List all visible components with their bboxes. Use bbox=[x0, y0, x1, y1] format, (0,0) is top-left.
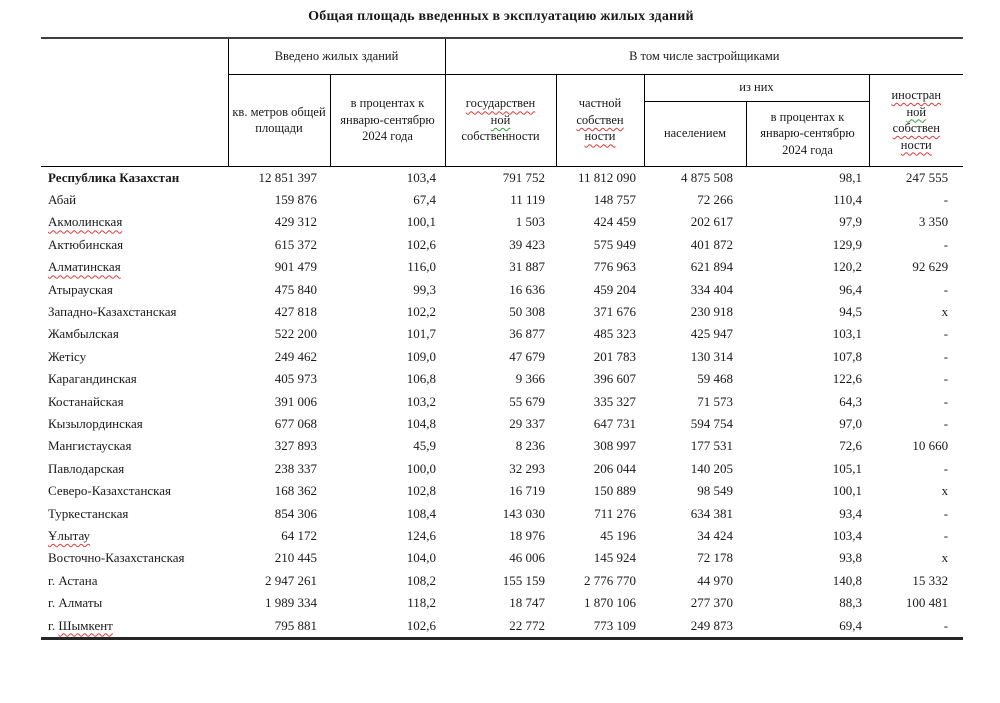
value-cell: 103,1 bbox=[832, 326, 862, 342]
value-cell: 677 068 bbox=[274, 415, 317, 431]
value-cell: 424 459 bbox=[593, 214, 636, 230]
value-cell: 634 381 bbox=[690, 505, 733, 521]
value-cell: 621 894 bbox=[690, 259, 733, 275]
value-cell: 140,8 bbox=[832, 572, 862, 588]
value-cell: 29 337 bbox=[509, 415, 545, 431]
value-cell: 485 323 bbox=[593, 326, 636, 342]
value-cell: 711 276 bbox=[594, 505, 636, 521]
value-cell: 93,4 bbox=[839, 505, 862, 521]
value-cell: 99,3 bbox=[413, 281, 436, 297]
table-row bbox=[41, 614, 963, 638]
table-row bbox=[41, 278, 963, 300]
value-cell: 427 818 bbox=[274, 304, 317, 320]
value-cell: 148 757 bbox=[593, 192, 636, 208]
value-cell: 159 876 bbox=[274, 192, 317, 208]
column-header-sqm: кв. метров общей площади bbox=[228, 74, 330, 166]
region-cell: Северо-Казахстанская bbox=[48, 483, 172, 499]
value-cell: 108,2 bbox=[406, 572, 436, 588]
value-cell: 459 204 bbox=[593, 281, 636, 297]
value-cell: 102,2 bbox=[406, 304, 436, 320]
table-row bbox=[41, 413, 963, 435]
value-cell: 92 629 bbox=[912, 259, 949, 275]
table-row bbox=[41, 458, 963, 480]
value-cell: - bbox=[943, 617, 949, 633]
value-cell: 100 481 bbox=[905, 595, 949, 611]
value-cell: 391 006 bbox=[274, 393, 317, 409]
region-cell: Павлодарская bbox=[48, 460, 125, 476]
region-cell: Абай bbox=[48, 192, 77, 208]
region-cell: г. Алматы bbox=[48, 595, 103, 611]
value-cell: 405 973 bbox=[274, 371, 317, 387]
value-cell: 16 636 bbox=[509, 281, 545, 297]
value-cell: 45,9 bbox=[413, 438, 436, 454]
value-cell: x bbox=[941, 304, 949, 320]
value-cell: 334 404 bbox=[690, 281, 733, 297]
value-cell: 116,0 bbox=[407, 259, 436, 275]
value-cell: 108,4 bbox=[406, 505, 436, 521]
region-cell: Ұлытау bbox=[48, 527, 91, 543]
table-row bbox=[41, 525, 963, 547]
value-cell: 31 887 bbox=[509, 259, 545, 275]
value-cell: 106,8 bbox=[406, 371, 436, 387]
statistics-table bbox=[41, 37, 963, 640]
page-title: Общая площадь введенных в эксплуатацию жилых зданий bbox=[308, 9, 694, 24]
region-cell: Кызылординская bbox=[48, 415, 143, 431]
value-cell: 103,4 bbox=[832, 527, 862, 543]
value-cell: 45 196 bbox=[600, 527, 636, 543]
value-cell: 72 178 bbox=[697, 550, 733, 566]
value-cell: 594 754 bbox=[690, 415, 733, 431]
value-cell: 97,9 bbox=[839, 214, 862, 230]
value-cell: 129,9 bbox=[832, 236, 862, 252]
region-cell: Акмолинская bbox=[48, 214, 123, 230]
value-cell: 177 531 bbox=[690, 438, 733, 454]
group-header-introduced: Введено жилых зданий bbox=[228, 38, 445, 74]
value-cell: 10 660 bbox=[912, 438, 949, 454]
table-row bbox=[41, 234, 963, 256]
table-row bbox=[41, 502, 963, 524]
value-cell: 396 607 bbox=[593, 371, 636, 387]
value-cell: 32 293 bbox=[509, 460, 545, 476]
value-cell: - bbox=[943, 371, 949, 387]
value-cell: 122,6 bbox=[832, 371, 862, 387]
value-cell: - bbox=[943, 460, 949, 476]
value-cell: 854 306 bbox=[274, 505, 317, 521]
value-cell: 47 679 bbox=[509, 348, 545, 364]
table-row bbox=[41, 390, 963, 412]
value-cell: 1 503 bbox=[515, 214, 545, 230]
value-cell: 130 314 bbox=[690, 348, 733, 364]
value-cell: 102,8 bbox=[406, 483, 436, 499]
value-cell: 11 812 090 bbox=[577, 169, 636, 185]
value-cell: 105,1 bbox=[832, 460, 862, 476]
value-cell: 155 159 bbox=[502, 572, 545, 588]
region-cell: Восточно-Казахстанская bbox=[48, 550, 185, 566]
value-cell: 238 337 bbox=[274, 460, 317, 476]
value-cell: 335 327 bbox=[593, 393, 636, 409]
value-cell: 522 200 bbox=[274, 326, 317, 342]
value-cell: 64 172 bbox=[281, 527, 317, 543]
value-cell: 12 851 397 bbox=[258, 169, 317, 185]
table-row bbox=[41, 592, 963, 614]
table-row bbox=[41, 323, 963, 345]
region-cell: Костанайская bbox=[48, 393, 124, 409]
value-cell: 118,2 bbox=[407, 595, 436, 611]
value-cell: x bbox=[941, 550, 949, 566]
value-cell: 36 877 bbox=[509, 326, 545, 342]
value-cell: - bbox=[943, 415, 949, 431]
column-header-percent: в процентах к январю-сентябрю 2024 года bbox=[330, 74, 445, 166]
column-header-population: населением bbox=[644, 101, 746, 166]
value-cell: 230 918 bbox=[690, 304, 733, 320]
region-column-header bbox=[41, 38, 228, 166]
value-cell: 647 731 bbox=[593, 415, 636, 431]
value-cell: 104,0 bbox=[406, 550, 436, 566]
value-cell: 34 424 bbox=[697, 527, 733, 543]
region-cell: Жетісу bbox=[48, 348, 87, 364]
table-row bbox=[41, 435, 963, 457]
value-cell: - bbox=[943, 393, 949, 409]
value-cell: 98,1 bbox=[839, 169, 862, 185]
value-cell: 18 976 bbox=[509, 527, 545, 543]
value-cell: 2 776 770 bbox=[584, 572, 636, 588]
value-cell: 93,8 bbox=[839, 550, 862, 566]
value-cell: 15 332 bbox=[912, 572, 949, 588]
value-cell: 202 617 bbox=[690, 214, 733, 230]
value-cell: 1 870 106 bbox=[584, 595, 636, 611]
table-row bbox=[41, 547, 963, 569]
value-cell: - bbox=[943, 527, 949, 543]
value-cell: 44 970 bbox=[697, 572, 733, 588]
value-cell: 18 747 bbox=[509, 595, 545, 611]
value-cell: 901 479 bbox=[274, 259, 317, 275]
value-cell: - bbox=[943, 326, 949, 342]
region-cell: Актюбинская bbox=[48, 236, 124, 252]
value-cell: 102,6 bbox=[406, 617, 436, 633]
value-cell: 1 989 334 bbox=[265, 595, 317, 611]
value-cell: 327 893 bbox=[274, 438, 317, 454]
value-cell: 773 109 bbox=[593, 617, 636, 633]
table-row bbox=[41, 301, 963, 323]
region-cell: Туркестанская bbox=[48, 505, 129, 521]
value-cell: 88,3 bbox=[839, 595, 862, 611]
value-cell: 475 840 bbox=[274, 281, 317, 297]
value-cell: 795 881 bbox=[274, 617, 317, 633]
region-cell: Мангистауская bbox=[48, 438, 132, 454]
value-cell: 101,7 bbox=[406, 326, 436, 342]
value-cell: 109,0 bbox=[406, 348, 436, 364]
table-row bbox=[41, 211, 963, 233]
value-cell: - bbox=[943, 505, 949, 521]
value-cell: 249 873 bbox=[690, 617, 733, 633]
value-cell: 247 555 bbox=[905, 169, 949, 185]
value-cell: 401 872 bbox=[690, 236, 733, 252]
value-cell: - bbox=[943, 281, 949, 297]
value-cell: 210 445 bbox=[274, 550, 317, 566]
value-cell: 46 006 bbox=[509, 550, 545, 566]
value-cell: 9 366 bbox=[515, 371, 545, 387]
table-row bbox=[41, 368, 963, 390]
value-cell: 103,2 bbox=[406, 393, 436, 409]
value-cell: 39 423 bbox=[509, 236, 545, 252]
region-cell: Карагандинская bbox=[48, 371, 137, 387]
value-cell: 55 679 bbox=[509, 393, 545, 409]
value-cell: 201 783 bbox=[593, 348, 636, 364]
value-cell: 22 772 bbox=[509, 617, 545, 633]
table-row bbox=[41, 480, 963, 502]
region-cell: г. Астана bbox=[48, 572, 98, 588]
column-header-state-ownership: государствен ной собственности bbox=[445, 74, 556, 166]
value-cell: 143 030 bbox=[502, 505, 545, 521]
value-cell: 97,0 bbox=[839, 415, 862, 431]
value-cell: 277 370 bbox=[690, 595, 733, 611]
value-cell: 615 372 bbox=[274, 236, 317, 252]
table-body bbox=[41, 166, 963, 638]
value-cell: 102,6 bbox=[406, 236, 436, 252]
value-cell: 50 308 bbox=[509, 304, 545, 320]
value-cell: 2 947 261 bbox=[265, 572, 317, 588]
value-cell: 429 312 bbox=[274, 214, 317, 230]
table-row bbox=[41, 570, 963, 592]
region-cell: Алматинская bbox=[48, 259, 121, 275]
value-cell: 124,6 bbox=[406, 527, 436, 543]
value-cell: 140 205 bbox=[690, 460, 733, 476]
value-cell: 425 947 bbox=[690, 326, 733, 342]
value-cell: 16 719 bbox=[509, 483, 545, 499]
value-cell: 69,4 bbox=[839, 617, 862, 633]
column-header-percent-of-them: в процентах к январю-сентябрю 2024 года bbox=[746, 101, 869, 166]
value-cell: 103,4 bbox=[406, 169, 436, 185]
region-cell: г. Шымкент bbox=[48, 617, 113, 633]
value-cell: 776 963 bbox=[593, 259, 636, 275]
value-cell: 371 676 bbox=[593, 304, 636, 320]
value-cell: - bbox=[943, 348, 949, 364]
value-cell: 3 350 bbox=[918, 214, 949, 230]
value-cell: - bbox=[943, 192, 949, 208]
value-cell: 71 573 bbox=[697, 393, 733, 409]
value-cell: 8 236 bbox=[515, 438, 545, 454]
value-cell: 575 949 bbox=[593, 236, 636, 252]
column-header-private-ownership: частной собствен ности bbox=[556, 74, 644, 166]
value-cell: - bbox=[943, 236, 949, 252]
table-row bbox=[41, 189, 963, 211]
value-cell: 791 752 bbox=[502, 169, 545, 185]
value-cell: 94,5 bbox=[839, 304, 862, 320]
value-cell: 11 119 bbox=[510, 192, 545, 208]
value-cell: 98 549 bbox=[697, 483, 733, 499]
value-cell: 120,2 bbox=[832, 259, 862, 275]
value-cell: 96,4 bbox=[839, 281, 862, 297]
table-row bbox=[41, 256, 963, 278]
value-cell: x bbox=[941, 483, 949, 499]
region-cell: Республика Казахстан bbox=[48, 169, 180, 185]
group-header-builders: В том числе застройщиками bbox=[445, 38, 963, 74]
value-cell: 4 875 508 bbox=[681, 169, 733, 185]
region-cell: Жамбылская bbox=[48, 326, 119, 342]
value-cell: 72 266 bbox=[697, 192, 733, 208]
region-cell: Западно-Казахстанская bbox=[48, 304, 177, 320]
value-cell: 100,1 bbox=[832, 483, 862, 499]
value-cell: 107,8 bbox=[832, 348, 862, 364]
value-cell: 104,8 bbox=[406, 415, 436, 431]
table-row bbox=[41, 346, 963, 368]
column-header-foreign-ownership: иностран ной собствен ности bbox=[869, 74, 963, 166]
table-header bbox=[41, 38, 963, 166]
subgroup-header-of-them: из них bbox=[644, 74, 869, 101]
value-cell: 72,6 bbox=[839, 438, 862, 454]
value-cell: 150 889 bbox=[593, 483, 636, 499]
value-cell: 110,4 bbox=[833, 192, 862, 208]
table-row bbox=[41, 166, 963, 189]
value-cell: 64,3 bbox=[839, 393, 862, 409]
value-cell: 59 468 bbox=[697, 371, 733, 387]
value-cell: 145 924 bbox=[593, 550, 636, 566]
value-cell: 168 362 bbox=[274, 483, 317, 499]
value-cell: 206 044 bbox=[593, 460, 636, 476]
region-cell: Атырауская bbox=[48, 281, 113, 297]
value-cell: 249 462 bbox=[274, 348, 317, 364]
value-cell: 308 997 bbox=[593, 438, 636, 454]
value-cell: 67,4 bbox=[413, 192, 436, 208]
value-cell: 100,1 bbox=[406, 214, 436, 230]
value-cell: 100,0 bbox=[406, 460, 436, 476]
